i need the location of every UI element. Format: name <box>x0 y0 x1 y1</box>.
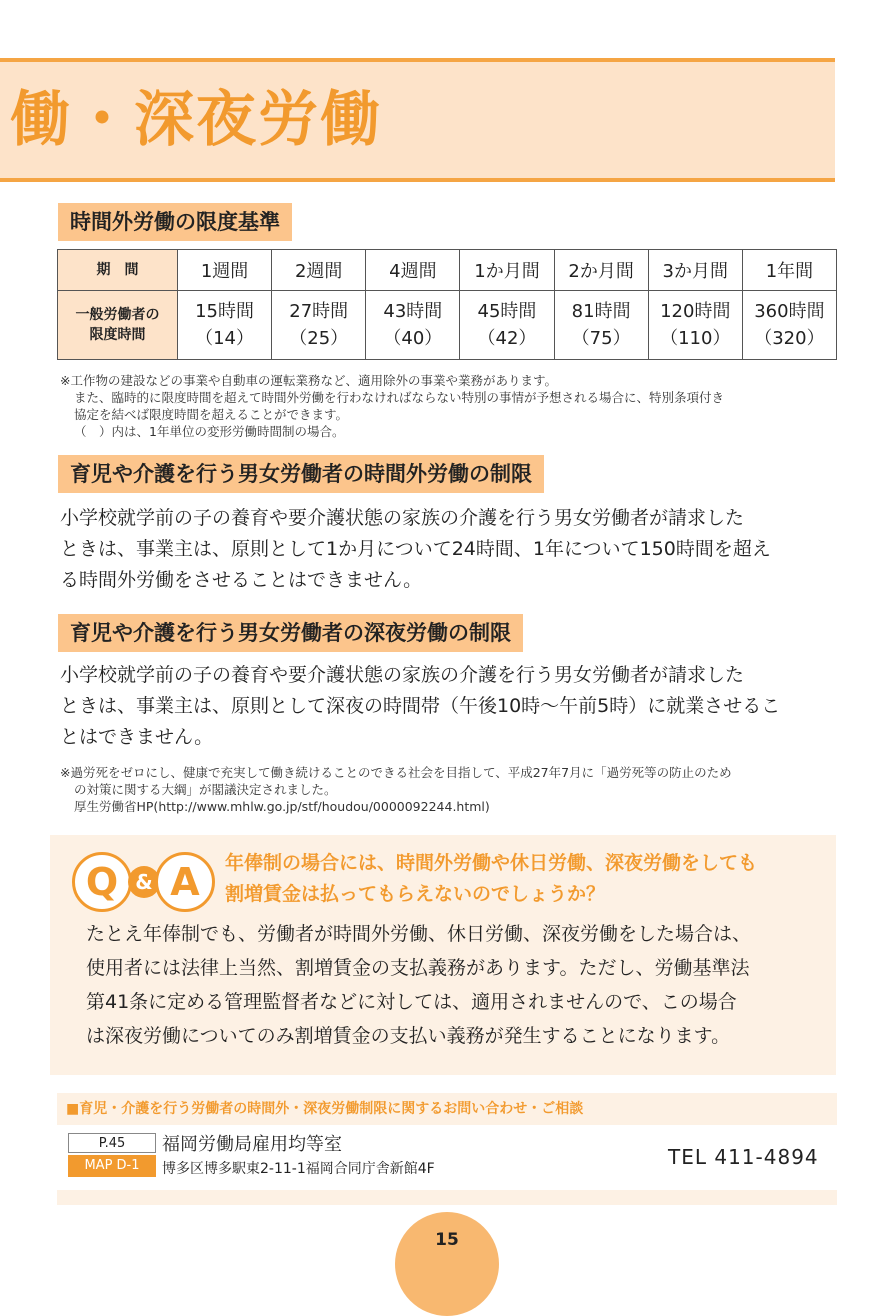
row-label-line: 限度時間 <box>89 327 146 343</box>
text-line: 小学校就学前の子の養育や要介護状態の家族の介護を行う男女労働者が請求した <box>60 507 745 529</box>
hours-value: 45時間 <box>477 301 537 322</box>
contact-heading: ■育児・介護を行う労働者の時間外・深夜労働制限に関するお問い合わせ・ご相談 <box>66 1101 584 1117</box>
night-limit-text <box>60 660 840 753</box>
phone-number: TEL 411-4894 <box>668 1145 819 1169</box>
text-line: ときは、事業主は、原則として深夜の時間帯（午後10時～午前5時）に就業させるこ <box>60 695 781 717</box>
page-number: 15 <box>435 1230 459 1250</box>
office-name: 福岡労働局雇用均等室 <box>162 1134 342 1155</box>
table-cell <box>742 291 836 360</box>
row-label-line: 一般労働者の <box>75 307 160 323</box>
variable-hours-value: （40） <box>383 328 443 349</box>
question-line: 割増賃金は払ってもらえないのでしょうか？ <box>225 883 606 905</box>
note-line: 協定を結べば限度時間を超えることができます。 <box>74 407 349 422</box>
answer-line: 使用者には法律上当然、割増賃金の支払義務があります。ただし、労働基準法 <box>86 957 750 979</box>
hours-value: 43時間 <box>383 301 443 322</box>
section-heading-limits: 時間外労働の限度基準 <box>58 203 292 241</box>
table-header-period: 期 間 <box>58 250 178 291</box>
qa-answer <box>86 917 826 1053</box>
overtime-limit-text <box>60 503 840 596</box>
variable-hours-value: （110） <box>660 328 731 349</box>
table-cell: 4週間 <box>366 250 460 291</box>
variable-hours-value: （25） <box>289 328 349 349</box>
note-line: ※過労死をゼロにし、健康で充実して働き続けることのできる社会を目指して、平成27年7月に「過労死等の防止のため <box>60 765 732 780</box>
note-line: （ ）内は、1年単位の変形労働時間制の場合。 <box>74 424 345 439</box>
table-cell: 1週間 <box>178 250 272 291</box>
office-address: 博多区博多駅東2-11-1福岡合同庁舎新館4F <box>162 1161 435 1177</box>
hours-value: 81時間 <box>571 301 631 322</box>
table-cell <box>648 291 742 360</box>
table-cell <box>366 291 460 360</box>
hours-value: 360時間 <box>754 301 825 322</box>
section-heading-night-limit: 育児や介護を行う男女労働者の深夜労働の制限 <box>58 614 523 652</box>
table-cell: 2週間 <box>272 250 366 291</box>
text-line: 小学校就学前の子の養育や要介護状態の家族の介護を行う男女労働者が請求した <box>60 664 745 686</box>
table-cell <box>272 291 366 360</box>
table-cell <box>554 291 648 360</box>
table-cell <box>460 291 554 360</box>
answer-line: 第41条に定める管理監督者などに対しては、適用されませんので、この場合 <box>86 991 737 1013</box>
table-row <box>58 250 837 291</box>
title-banner <box>0 58 835 182</box>
note-line: また、臨時的に限度時間を超えて時間外労働を行わなければならない特別の事情が予想される場合に、特別条項付き <box>74 390 725 405</box>
q-icon: Q <box>72 852 132 912</box>
table-cell: 2か月間 <box>554 250 648 291</box>
variable-hours-value: （14） <box>195 328 255 349</box>
table-header-limit <box>58 291 178 360</box>
variable-hours-value: （75） <box>571 328 631 349</box>
page-title: 働・深夜労働 <box>10 85 382 155</box>
limit-hours-table <box>57 249 837 360</box>
a-icon: A <box>155 852 215 912</box>
table-cell: 1か月間 <box>460 250 554 291</box>
hours-value: 120時間 <box>660 301 731 322</box>
section-heading-overtime-limit: 育児や介護を行う男女労働者の時間外労働の制限 <box>58 455 544 493</box>
page-ref-badge: P.45 <box>68 1133 156 1153</box>
hours-value: 27時間 <box>289 301 349 322</box>
table-cell <box>178 291 272 360</box>
text-line: ときは、事業主は、原則として1か月について24時間、1年について150時間を超え <box>60 538 771 560</box>
karoshi-note <box>60 764 840 815</box>
map-ref-badge: MAP D-1 <box>68 1155 156 1177</box>
table-notes <box>60 372 840 440</box>
page-number-circle <box>395 1212 499 1316</box>
answer-line: たとえ年俸制でも、労働者が時間外労働、休日労働、深夜労働をした場合は、 <box>86 923 752 945</box>
table-cell: 1年間 <box>742 250 836 291</box>
note-line: ※工作物の建設などの事業や自動車の運転業務など、適用除外の事業や業務があります。 <box>60 373 557 388</box>
variable-hours-value: （42） <box>477 328 537 349</box>
text-line: とはできません。 <box>60 726 214 748</box>
qa-question <box>225 848 825 910</box>
table-row <box>58 291 837 360</box>
text-line: る時間外労働をさせることはできません。 <box>60 569 423 591</box>
ampersand-icon: & <box>128 866 160 898</box>
table-cell: 3か月間 <box>648 250 742 291</box>
question-line: 年俸制の場合には、時間外労働や休日労働、深夜労働をしても <box>225 852 758 874</box>
hours-value: 15時間 <box>195 301 255 322</box>
note-line: 厚生労働省HP(http://www.mhlw.go.jp/stf/houdou/0000092244.html) <box>74 799 490 814</box>
note-line: の対策に関する大綱」が閣議決定されました。 <box>74 782 337 797</box>
variable-hours-value: （320） <box>754 328 825 349</box>
answer-line: は深夜労働についてのみ割増賃金の支払い義務が発生することになります。 <box>86 1025 731 1047</box>
